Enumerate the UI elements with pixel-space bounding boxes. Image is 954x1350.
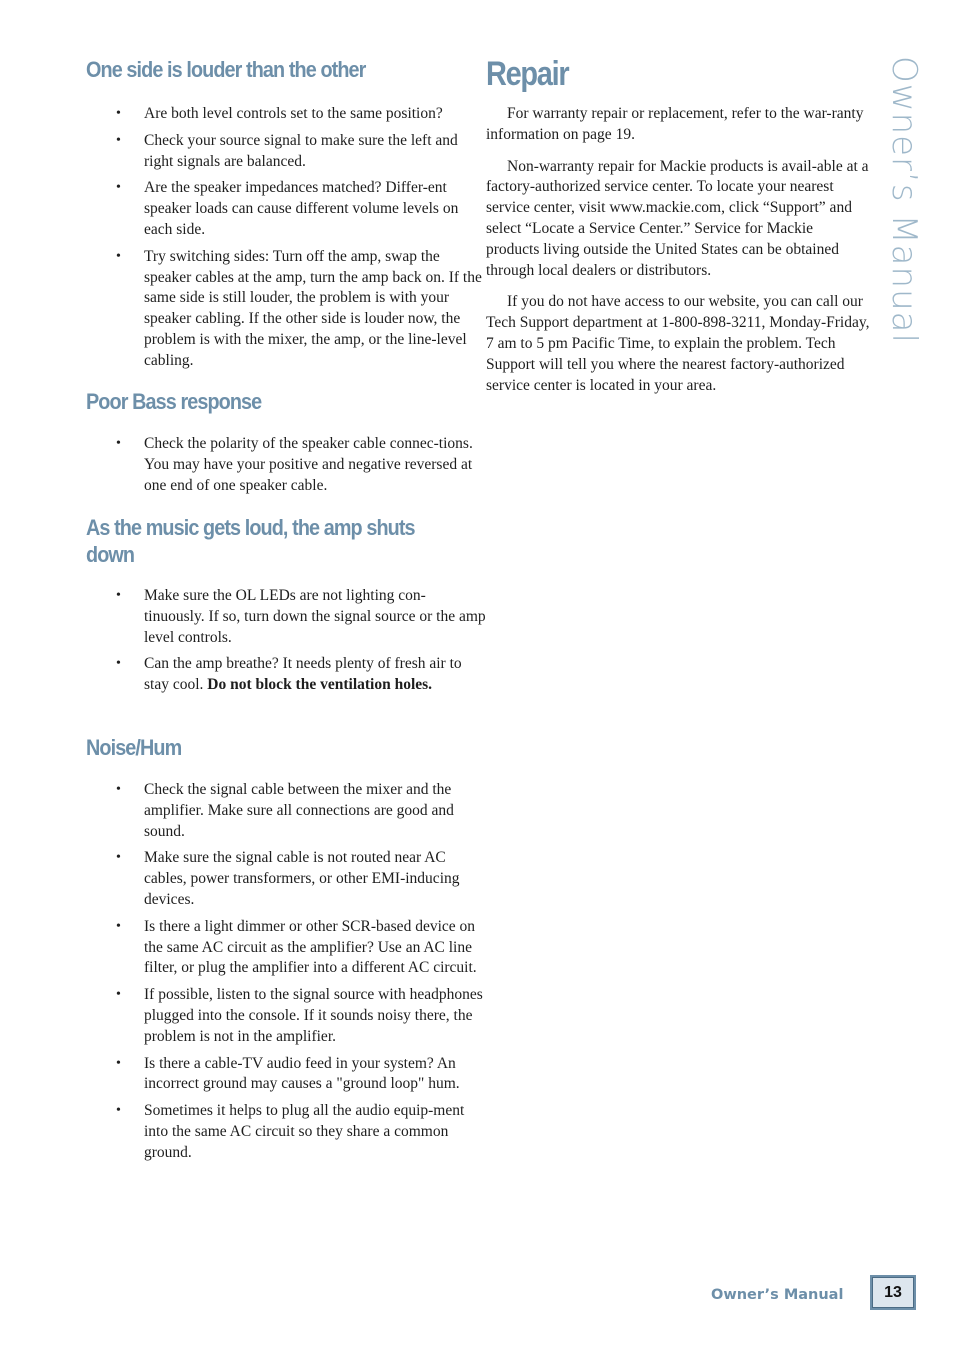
list-item-text: Can the amp breathe? It needs plenty of fresh air to stay cool. bbox=[144, 655, 462, 694]
section-amp-shuts-down bbox=[86, 514, 506, 694]
list-item-text: Make sure the signal cable is not routed near AC cables, power transformers, or other EMI-inducing devices. bbox=[144, 849, 460, 908]
bullet-icon: • bbox=[116, 782, 121, 797]
list-item bbox=[86, 848, 486, 910]
list-item bbox=[86, 654, 486, 696]
bullet-icon: • bbox=[116, 1103, 121, 1119]
bullet-icon: • bbox=[116, 1055, 121, 1071]
right-column bbox=[486, 55, 870, 394]
list-item-text: Is there a light dimmer or other SCR-based device on the same AC circuit as the amplifier? Use an AC line filter, or plug the amplifier into a different AC circuit. bbox=[144, 917, 477, 977]
page-number: 13 bbox=[872, 1277, 914, 1308]
section-poor-bass bbox=[86, 388, 473, 494]
repair-heading: Repair bbox=[486, 55, 569, 93]
bullet-icon: • bbox=[116, 106, 121, 121]
list-item-text: Are the speaker impedances matched? Differ-ent speaker loads can cause different volume levels on each side. bbox=[144, 179, 459, 238]
bullet-icon: • bbox=[116, 850, 121, 866]
list-item bbox=[86, 247, 486, 372]
page-number-box bbox=[870, 1275, 916, 1310]
section-heading: One side is louder than the other bbox=[86, 57, 366, 82]
side-title: Owner’s Manual bbox=[884, 56, 924, 344]
section-heading: Noise/Hum bbox=[86, 735, 182, 760]
repair-paragraph: If you do not have access to our website, you can call our Tech Support department at 1-800-898-3211, Monday-Friday, 7 am to 5 pm Pacific Time, to explain the problem. Tech Support will tell you where the nearest factory-authorized service center is located in your area. bbox=[486, 293, 870, 394]
list-item bbox=[86, 104, 486, 125]
list-item-text: Sometimes it helps to plug all the audio equip-ment into the same AC circuit so they share a common ground. bbox=[144, 1102, 465, 1161]
section-heading: Poor Bass response bbox=[86, 389, 262, 414]
list-item bbox=[86, 178, 486, 240]
repair-body bbox=[486, 104, 870, 407]
section-heading: As the music gets loud, the amp shuts down bbox=[86, 515, 415, 567]
list-item bbox=[86, 586, 486, 648]
repair-paragraph: Non-warranty repair for Mackie products is avail-able at a factory-authorized service center. To locate your nearest service center, visit www.mackie.com, click “Support” and select “Locate a Service Center.” Service for Mackie products living outside the United States can be obtained through local dealers or distributors. bbox=[486, 157, 869, 279]
list-item bbox=[86, 1101, 486, 1163]
bullet-icon: • bbox=[116, 656, 121, 672]
list-item-text: Check your source signal to make sure the left and right signals are balanced. bbox=[144, 131, 458, 170]
list-item-bold-text: Do not block the ventilation holes. bbox=[207, 676, 433, 694]
list-item bbox=[86, 1054, 486, 1096]
list-item-text: Is there a cable-TV audio feed in your system? An incorrect ground may causes a "ground loop" hum. bbox=[144, 1054, 460, 1093]
bullet-icon: • bbox=[116, 987, 121, 1003]
bullet-list bbox=[86, 434, 486, 502]
bullet-list bbox=[86, 586, 486, 702]
list-item bbox=[86, 917, 486, 979]
bullet-icon: • bbox=[116, 918, 121, 934]
list-item bbox=[86, 780, 486, 842]
repair-paragraph: For warranty repair or replacement, refer to the war-ranty information on page 19. bbox=[486, 105, 864, 143]
bullet-icon: • bbox=[116, 180, 121, 196]
list-item-text: Try switching sides: Turn off the amp, swap the speaker cables at the amp, turn the amp back on. If the same side is still louder, the problem is with your speaker cabling. If the other side is louder now, the problem is with the mixer, the amp, or the line-level cabling. bbox=[144, 247, 482, 369]
section-one-side-louder bbox=[86, 56, 482, 369]
bullet-icon: • bbox=[116, 588, 121, 603]
list-item-text: If possible, listen to the signal source with headphones plugged into the console. If it sounds noisy there, the problem is not in the amplifier. bbox=[144, 986, 483, 1045]
bullet-list bbox=[86, 780, 486, 1170]
list-item-text: Make sure the OL LEDs are not lighting con-tinuously. If so, turn down the signal source or the amp level controls. bbox=[144, 587, 486, 646]
bullet-list bbox=[86, 104, 486, 378]
list-item-text: Check the signal cable between the mixer and the amplifier. Make sure all connections are good and sound. bbox=[144, 781, 454, 840]
list-item bbox=[86, 434, 486, 496]
bullet-icon: • bbox=[116, 248, 121, 264]
list-item bbox=[86, 985, 486, 1047]
bullet-icon: • bbox=[116, 436, 121, 451]
footer-label: Owner’s Manual bbox=[711, 1287, 844, 1303]
bullet-icon: • bbox=[116, 132, 121, 148]
list-item-text: Check the polarity of the speaker cable connec-tions. You may have your positive and negative reversed at one end of one speaker cable. bbox=[144, 435, 473, 494]
list-item bbox=[86, 131, 486, 173]
list-item-text: Are both level controls set to the same position? bbox=[144, 105, 443, 122]
section-noise-hum bbox=[86, 734, 483, 1161]
